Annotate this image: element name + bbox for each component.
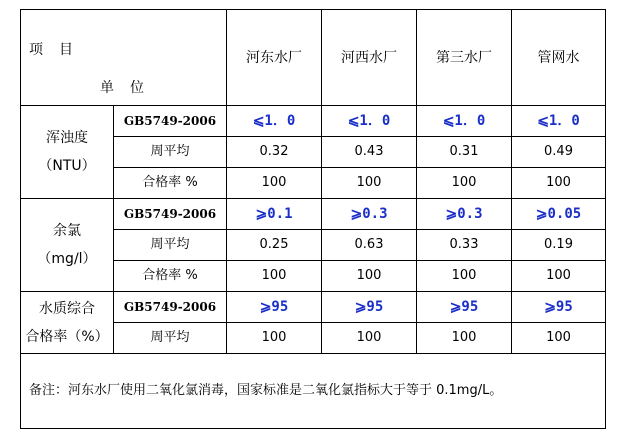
group-name-line: 合格率（%） — [25, 328, 109, 345]
group-name-cell — [21, 199, 114, 292]
value-cell: 100 — [512, 323, 606, 354]
standard-value-cell: ⩾0.05 — [512, 199, 606, 230]
row-label: GB5749-2006 — [114, 199, 227, 230]
group-name-cell — [21, 106, 114, 199]
value-cell: 0.49 — [512, 137, 606, 168]
standard-value-cell: ⩽1．0 — [417, 106, 512, 137]
table-row — [21, 106, 606, 137]
standard-value-cell: ⩾0.3 — [322, 199, 417, 230]
standard-value-cell: ⩾95 — [227, 292, 322, 323]
header-corner-cell — [21, 10, 227, 106]
group-name-line: 浑浊度 — [46, 130, 88, 146]
value-cell: 100 — [417, 168, 512, 199]
plant-header: 第三水厂 — [417, 10, 512, 106]
plant-header: 河东水厂 — [227, 10, 322, 106]
item-label: 项 目 — [29, 42, 74, 58]
value-cell: 0.43 — [322, 137, 417, 168]
value-cell: 100 — [417, 323, 512, 354]
value-cell: 0.63 — [322, 230, 417, 261]
value-cell: 0.33 — [417, 230, 512, 261]
standard-value-cell: ⩽1．0 — [227, 106, 322, 137]
plant-header: 河西水厂 — [322, 10, 417, 106]
group-name-cell — [21, 292, 114, 354]
value-cell: 100 — [512, 261, 606, 292]
value-cell: 0.25 — [227, 230, 322, 261]
value-cell: 100 — [322, 168, 417, 199]
group-name-line: （mg/l） — [37, 251, 97, 267]
row-label: GB5749-2006 — [114, 106, 227, 137]
standard-value-cell: ⩽1．0 — [322, 106, 417, 137]
standard-value-cell: ⩾95 — [322, 292, 417, 323]
table-body — [21, 106, 606, 354]
table-row — [21, 292, 606, 323]
value-cell: 100 — [322, 323, 417, 354]
value-cell: 100 — [417, 261, 512, 292]
value-cell: 100 — [227, 261, 322, 292]
row-label: GB5749-2006 — [114, 292, 227, 323]
standard-value-cell: ⩾0.3 — [417, 199, 512, 230]
value-cell: 100 — [512, 168, 606, 199]
table-row — [21, 199, 606, 230]
group-name-line: 余氯 — [53, 223, 81, 239]
row-label: 合格率 % — [114, 168, 227, 199]
row-label: 周平均 — [114, 323, 227, 354]
standard-value-cell: ⩾95 — [417, 292, 512, 323]
row-label: 合格率 % — [114, 261, 227, 292]
value-cell: 0.32 — [227, 137, 322, 168]
standard-value-cell: ⩾0.1 — [227, 199, 322, 230]
plant-header: 管网水 — [512, 10, 606, 106]
table-note: 备注：河东水厂使用二氧化氯消毒，国家标准是二氧化氯指标大于等于 0.1mg/L。 — [21, 354, 606, 429]
water-quality-table — [20, 9, 606, 429]
value-cell: 100 — [322, 261, 417, 292]
unit-label: 单 位 — [100, 80, 145, 96]
value-cell: 100 — [227, 168, 322, 199]
group-name-line: 水质综合 — [39, 300, 95, 317]
value-cell: 0.19 — [512, 230, 606, 261]
value-cell: 0.31 — [417, 137, 512, 168]
standard-value-cell: ⩾95 — [512, 292, 606, 323]
value-cell: 100 — [227, 323, 322, 354]
row-label: 周平均 — [114, 230, 227, 261]
group-name-line: （NTU） — [38, 158, 96, 174]
row-label: 周平均 — [114, 137, 227, 168]
standard-value-cell: ⩽1．0 — [512, 106, 606, 137]
